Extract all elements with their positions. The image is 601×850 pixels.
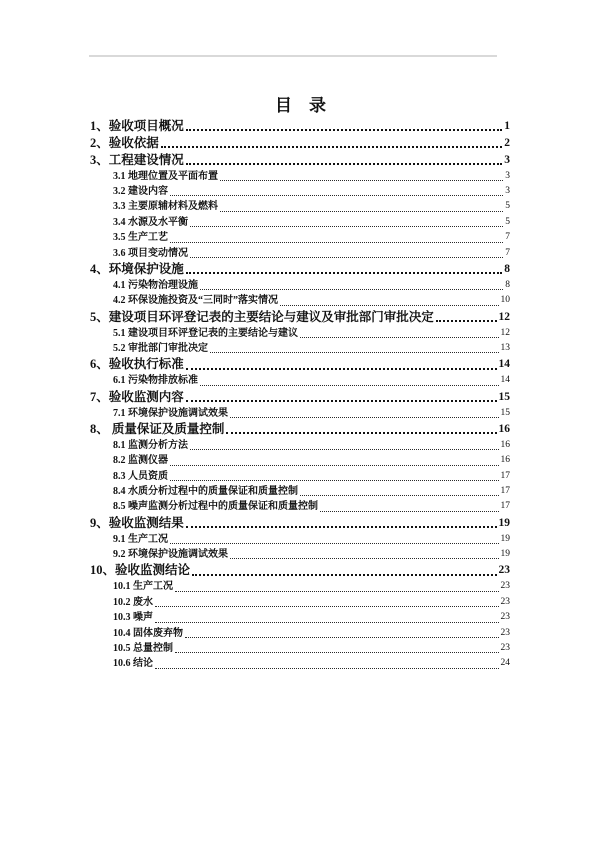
toc-entry[interactable] bbox=[90, 547, 510, 562]
toc-entry[interactable] bbox=[90, 169, 510, 184]
toc-leader-dots bbox=[186, 515, 497, 528]
toc-entry[interactable] bbox=[90, 341, 510, 356]
toc-entry[interactable] bbox=[90, 246, 510, 261]
toc-entry[interactable] bbox=[90, 389, 510, 406]
toc-entry-label: 5.2 审批部门审批决定 bbox=[113, 342, 208, 354]
toc-entry-page: 5 bbox=[505, 201, 510, 212]
toc-leader-dots bbox=[161, 135, 502, 148]
toc-entry-label: 10.6 结论 bbox=[113, 658, 153, 670]
toc-leader-dots bbox=[185, 626, 499, 638]
toc-entry-page: 5 bbox=[505, 216, 510, 227]
toc-entry[interactable] bbox=[90, 152, 510, 169]
toc-leader-dots bbox=[170, 184, 503, 196]
toc-entry[interactable] bbox=[90, 261, 510, 278]
toc-leader-dots bbox=[155, 595, 499, 607]
toc-entry[interactable] bbox=[90, 499, 510, 514]
toc-entry[interactable] bbox=[90, 230, 510, 245]
toc-entry[interactable] bbox=[90, 595, 510, 610]
toc-entry[interactable] bbox=[90, 656, 510, 671]
toc-entry-page: 19 bbox=[500, 533, 510, 544]
toc-leader-dots bbox=[170, 469, 499, 481]
toc-leader-dots bbox=[200, 373, 499, 385]
toc-entry-label: 4、环境保护设施 bbox=[90, 262, 184, 277]
toc-leader-dots bbox=[436, 309, 497, 322]
toc-entry[interactable] bbox=[90, 406, 510, 421]
toc-entry-label: 9、验收监测结果 bbox=[90, 515, 184, 530]
toc-entry[interactable] bbox=[90, 326, 510, 341]
toc-entry-label: 8.2 监测仪器 bbox=[113, 455, 168, 467]
toc-entry-page: 23 bbox=[498, 564, 510, 577]
toc-leader-dots bbox=[175, 641, 499, 653]
toc-entry-label: 7、验收监测内容 bbox=[90, 389, 184, 404]
toc-entry[interactable] bbox=[90, 199, 510, 214]
toc-leader-dots bbox=[155, 656, 499, 668]
toc-entry[interactable] bbox=[90, 215, 510, 230]
toc-leader-dots bbox=[170, 453, 499, 465]
toc-entry-label: 7.1 环境保护设施调试效果 bbox=[113, 407, 228, 419]
toc-leader-dots bbox=[230, 406, 499, 418]
toc-entry-page: 3 bbox=[504, 153, 510, 166]
toc-entry-label: 6.1 污染物排放标准 bbox=[113, 375, 198, 387]
toc-entry-page: 24 bbox=[500, 658, 510, 669]
toc-leader-dots bbox=[226, 421, 496, 434]
toc-leader-dots bbox=[170, 230, 503, 242]
toc-entry[interactable] bbox=[90, 135, 510, 152]
toc-entry[interactable] bbox=[90, 356, 510, 373]
toc-leader-dots bbox=[186, 261, 502, 274]
toc-entry[interactable] bbox=[90, 278, 510, 293]
toc-leader-dots bbox=[300, 326, 499, 338]
toc-entry[interactable] bbox=[90, 373, 510, 388]
toc-entry-page: 3 bbox=[505, 170, 510, 181]
toc-leader-dots bbox=[300, 484, 499, 496]
toc-entry-label: 4.2 环保设施投资及“三同时”落实情况 bbox=[113, 295, 278, 307]
toc-entry-page: 17 bbox=[500, 470, 510, 481]
toc-entry[interactable] bbox=[90, 579, 510, 594]
toc-leader-dots bbox=[200, 278, 503, 290]
toc-entry-page: 7 bbox=[505, 232, 510, 243]
toc-entry-page: 23 bbox=[500, 642, 510, 653]
toc-entry-page: 19 bbox=[498, 516, 510, 529]
toc-entry-label: 3、工程建设情况 bbox=[90, 152, 184, 167]
toc-entry-page: 16 bbox=[498, 422, 510, 435]
toc-entry-page: 16 bbox=[500, 439, 510, 450]
toc-entry[interactable] bbox=[90, 532, 510, 547]
toc-entry-label: 10、验收监测结论 bbox=[90, 563, 191, 578]
toc-entry-page: 1 bbox=[504, 120, 510, 132]
toc-entry-page: 14 bbox=[498, 358, 510, 371]
toc-entry-label: 10.5 总量控制 bbox=[113, 642, 173, 654]
toc-entry-label: 1、验收项目概况 bbox=[90, 119, 184, 133]
toc-entry[interactable] bbox=[90, 293, 510, 308]
toc-entry-page: 2 bbox=[504, 136, 510, 149]
toc-leader-dots bbox=[186, 118, 502, 131]
toc-entry-label: 5、建设项目环评登记表的主要结论与建议及审批部门审批决定 bbox=[90, 309, 434, 324]
toc-entry-page: 15 bbox=[500, 407, 510, 418]
toc-entry-label: 10.2 废水 bbox=[113, 596, 153, 608]
toc-entry[interactable] bbox=[90, 626, 510, 641]
toc-entry-label: 4.1 污染物治理设施 bbox=[113, 279, 198, 291]
toc-leader-dots bbox=[155, 610, 499, 622]
toc-entry-label: 6、验收执行标准 bbox=[90, 357, 184, 372]
toc-entry-page: 10 bbox=[500, 295, 510, 306]
toc-entry-label: 5.1 建设项目环评登记表的主要结论与建议 bbox=[113, 327, 298, 339]
toc-entry[interactable] bbox=[90, 118, 510, 135]
toc-entry[interactable] bbox=[90, 610, 510, 625]
toc-entry-label: 3.2 建设内容 bbox=[113, 186, 168, 198]
toc-entry-page: 23 bbox=[500, 596, 510, 607]
toc-entry-page: 8 bbox=[504, 263, 510, 276]
toc-leader-dots bbox=[210, 341, 499, 353]
toc-entry-page: 23 bbox=[500, 581, 510, 592]
header-rule bbox=[89, 55, 497, 57]
toc-entry-label: 8.1 监测分析方法 bbox=[113, 439, 188, 451]
toc-entry-page: 17 bbox=[500, 485, 510, 496]
toc-leader-dots bbox=[186, 356, 497, 369]
toc-title: 目 录 bbox=[275, 96, 326, 115]
toc-entry-label: 8、 质量保证及质量控制 bbox=[90, 421, 225, 436]
toc-entry-label: 9.1 生产工况 bbox=[113, 533, 168, 545]
toc-leader-dots bbox=[220, 169, 503, 181]
toc-entry[interactable] bbox=[90, 309, 510, 326]
toc-leader-dots bbox=[192, 562, 496, 575]
toc-leader-dots bbox=[190, 246, 503, 258]
toc-entry-label: 8.5 噪声监测分析过程中的质量保证和质量控制 bbox=[113, 501, 318, 513]
toc-entry[interactable] bbox=[90, 421, 510, 438]
toc-leader-dots bbox=[170, 532, 499, 544]
toc-leader-dots bbox=[186, 152, 502, 165]
toc-entry-page: 14 bbox=[500, 375, 510, 386]
toc-entry-label: 3.3 主要原辅材料及燃料 bbox=[113, 201, 218, 213]
toc-entry[interactable] bbox=[90, 641, 510, 656]
toc-entry-page: 8 bbox=[505, 279, 510, 290]
toc-entry-page: 16 bbox=[500, 455, 510, 466]
toc-entry[interactable] bbox=[90, 515, 510, 532]
toc-leader-dots bbox=[190, 438, 499, 450]
toc-entry-page: 13 bbox=[500, 342, 510, 353]
toc-entry-label: 10.4 固体废弃物 bbox=[113, 627, 183, 639]
toc-entry-label: 10.3 噪声 bbox=[113, 612, 153, 624]
toc-entry-label: 3.1 地理位置及平面布置 bbox=[113, 170, 218, 182]
toc-entry-label: 8.4 水质分析过程中的质量保证和质量控制 bbox=[113, 485, 298, 497]
toc-entry-page: 7 bbox=[505, 247, 510, 258]
toc-entry-page: 19 bbox=[500, 549, 510, 560]
toc-entry-label: 3.6 项目变动情况 bbox=[113, 247, 188, 259]
toc-entry-page: 17 bbox=[500, 501, 510, 512]
toc-entry-label: 2、验收依据 bbox=[90, 135, 159, 150]
toc-leader-dots bbox=[230, 547, 499, 559]
toc-entry[interactable] bbox=[90, 438, 510, 453]
toc-entry-label: 9.2 环境保护设施调试效果 bbox=[113, 549, 228, 561]
toc-entry[interactable] bbox=[90, 453, 510, 468]
toc-entry[interactable] bbox=[90, 484, 510, 499]
toc-list bbox=[90, 118, 510, 672]
toc-entry[interactable] bbox=[90, 469, 510, 484]
toc-leader-dots bbox=[186, 389, 497, 402]
toc-entry-page: 12 bbox=[498, 310, 510, 323]
toc-entry-page: 12 bbox=[500, 327, 510, 338]
toc-entry-page: 23 bbox=[500, 627, 510, 638]
toc-entry-page: 3 bbox=[505, 186, 510, 197]
toc-entry[interactable] bbox=[90, 562, 510, 579]
toc-entry[interactable] bbox=[90, 184, 510, 199]
toc-leader-dots bbox=[280, 293, 499, 305]
toc-leader-dots bbox=[220, 199, 503, 211]
toc-leader-dots bbox=[175, 579, 499, 591]
toc-leader-dots bbox=[320, 499, 499, 511]
toc-entry-label: 3.5 生产工艺 bbox=[113, 232, 168, 244]
toc-entry-label: 3.4 水源及水平衡 bbox=[113, 216, 188, 228]
toc-leader-dots bbox=[190, 215, 503, 227]
toc-entry-page: 23 bbox=[500, 612, 510, 623]
toc-entry-page: 15 bbox=[498, 390, 510, 403]
toc-entry-label: 10.1 生产工况 bbox=[113, 581, 173, 593]
toc-entry-label: 8.3 人员资质 bbox=[113, 470, 168, 482]
